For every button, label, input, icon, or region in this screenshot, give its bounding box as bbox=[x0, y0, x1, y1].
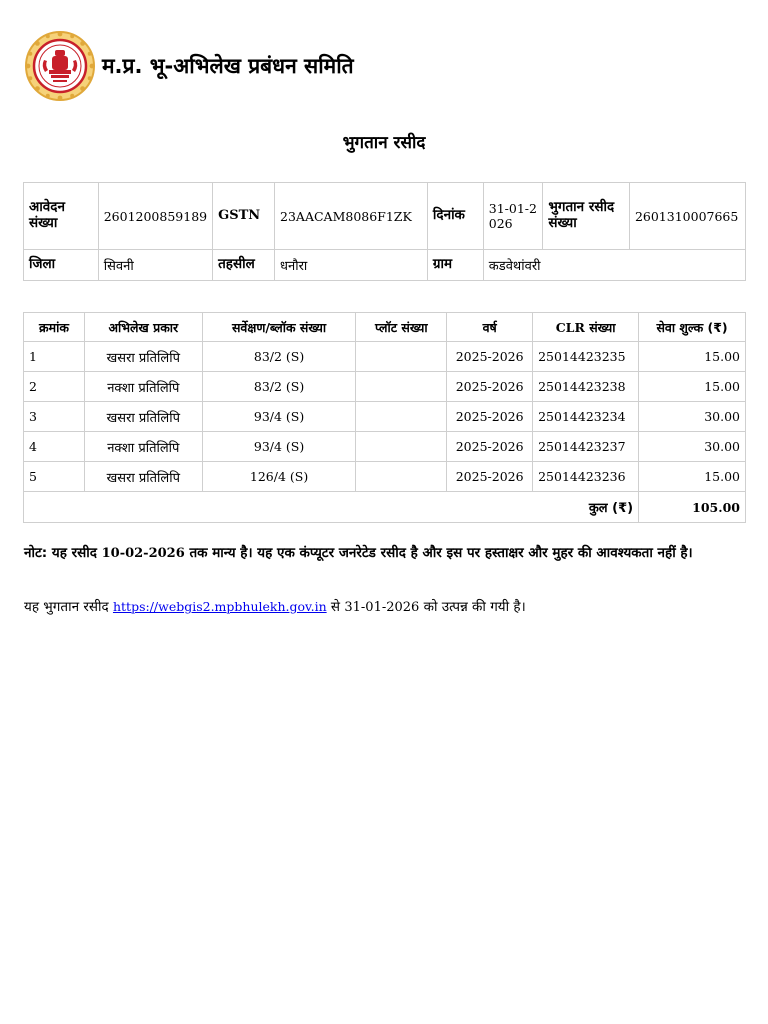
cell-serial: 1 bbox=[24, 342, 85, 372]
col-header-serial: क्रमांक bbox=[24, 313, 85, 342]
col-header-record-type: अभिलेख प्रकार bbox=[84, 313, 202, 342]
table-row bbox=[24, 372, 746, 402]
generated-prefix: यह भुगतान रसीद bbox=[24, 599, 113, 615]
total-label-cell bbox=[24, 492, 639, 523]
date-value: 31-01-2026 bbox=[483, 183, 543, 250]
validity-note bbox=[24, 544, 744, 563]
district-label: जिला bbox=[24, 250, 99, 281]
generated-middle: से bbox=[326, 599, 345, 615]
total-row bbox=[24, 492, 746, 523]
fee-items-table bbox=[23, 312, 746, 523]
note-text-2: तक मान्य है। यह एक कंप्यूटर जनरेटेड रसीद है और इस पर हस्ताक्षर और मुहर की आवश्यकता नहीं है। bbox=[184, 545, 693, 561]
cell-clr-no: 25014423238 bbox=[533, 372, 639, 402]
cell-year: 2025-2026 bbox=[447, 462, 533, 492]
table-row bbox=[24, 432, 746, 462]
cell-clr-no: 25014423235 bbox=[533, 342, 639, 372]
col-header-year: वर्ष bbox=[447, 313, 533, 342]
tehsil-label: तहसील bbox=[213, 250, 275, 281]
info-row bbox=[24, 183, 746, 250]
table-row bbox=[24, 402, 746, 432]
cell-plot-no bbox=[356, 402, 447, 432]
cell-serial: 5 bbox=[24, 462, 85, 492]
org-name: म.प्र. भू-अभिलेख प्रबंधन समिति bbox=[102, 54, 354, 78]
cell-survey-no: 93/4 (S) bbox=[202, 432, 356, 462]
village-value: कडवेथांवरी bbox=[483, 250, 745, 281]
receipt-title: भुगतान रसीद bbox=[342, 133, 426, 153]
cell-record-type: खसरा प्रतिलिपि bbox=[84, 462, 202, 492]
cell-year: 2025-2026 bbox=[447, 342, 533, 372]
receipt-info-table bbox=[23, 182, 746, 281]
cell-fee: 15.00 bbox=[639, 462, 746, 492]
total-value: 105.00 bbox=[639, 492, 746, 523]
cell-fee: 15.00 bbox=[639, 342, 746, 372]
gstn-value: 23AACAM8086F1ZK bbox=[275, 183, 428, 250]
cell-serial: 4 bbox=[24, 432, 85, 462]
table-header-row bbox=[24, 313, 746, 342]
cell-survey-no: 83/2 (S) bbox=[202, 342, 356, 372]
district-value: सिवनी bbox=[98, 250, 212, 281]
cell-survey-no: 126/4 (S) bbox=[202, 462, 356, 492]
cell-year: 2025-2026 bbox=[447, 432, 533, 462]
cell-clr-no: 25014423237 bbox=[533, 432, 639, 462]
source-link[interactable]: https://webgis2.mpbhulekh.gov.in bbox=[112, 599, 327, 614]
receipt-no-label: भुगतान रसीद संख्या bbox=[543, 183, 630, 250]
cell-survey-no: 83/2 (S) bbox=[202, 372, 356, 402]
col-header-plot-no: प्लॉट संख्या bbox=[356, 313, 447, 342]
generated-date: 31-01-2026 bbox=[344, 600, 420, 615]
gstn-label: GSTN bbox=[213, 183, 275, 250]
table-row bbox=[24, 462, 746, 492]
application-no-label: आवेदन संख्या bbox=[24, 183, 99, 250]
cell-record-type: खसरा प्रतिलिपि bbox=[84, 342, 202, 372]
receipt-no-value: 2601310007665 bbox=[629, 183, 745, 250]
village-label: ग्राम bbox=[427, 250, 483, 281]
note-valid-date: 10-02-2026 bbox=[101, 546, 185, 561]
cell-plot-no bbox=[356, 432, 447, 462]
col-header-clr-no: CLR संख्या bbox=[533, 313, 639, 342]
col-header-fee: सेवा शुल्क (₹) bbox=[639, 313, 746, 342]
application-no-value: 2601200859189 bbox=[98, 183, 212, 250]
note-text-1: नोट: यह रसीद bbox=[24, 545, 102, 561]
cell-year: 2025-2026 bbox=[447, 372, 533, 402]
cell-survey-no: 93/4 (S) bbox=[202, 402, 356, 432]
cell-year: 2025-2026 bbox=[447, 402, 533, 432]
cell-fee: 30.00 bbox=[639, 432, 746, 462]
info-row bbox=[24, 250, 746, 281]
cell-plot-no bbox=[356, 342, 447, 372]
cell-record-type: नक्शा प्रतिलिपि bbox=[84, 372, 202, 402]
cell-fee: 15.00 bbox=[639, 372, 746, 402]
cell-plot-no bbox=[356, 372, 447, 402]
generated-suffix: को उत्पन्न की गयी है। bbox=[419, 599, 526, 615]
cell-serial: 2 bbox=[24, 372, 85, 402]
cell-clr-no: 25014423236 bbox=[533, 462, 639, 492]
page-header bbox=[24, 30, 354, 102]
generated-line bbox=[24, 597, 744, 617]
table-row bbox=[24, 342, 746, 372]
cell-clr-no: 25014423234 bbox=[533, 402, 639, 432]
cell-plot-no bbox=[356, 462, 447, 492]
cell-record-type: खसरा प्रतिलिपि bbox=[84, 402, 202, 432]
total-label: कुल (₹) bbox=[588, 501, 634, 516]
tehsil-value: धनौरा bbox=[275, 250, 428, 281]
cell-record-type: नक्शा प्रतिलिपि bbox=[84, 432, 202, 462]
col-header-survey-no: सर्वेक्षण/ब्लॉक संख्या bbox=[202, 313, 356, 342]
date-label: दिनांक bbox=[427, 183, 483, 250]
cell-fee: 30.00 bbox=[639, 402, 746, 432]
mp-state-emblem-icon bbox=[24, 30, 96, 102]
cell-serial: 3 bbox=[24, 402, 85, 432]
